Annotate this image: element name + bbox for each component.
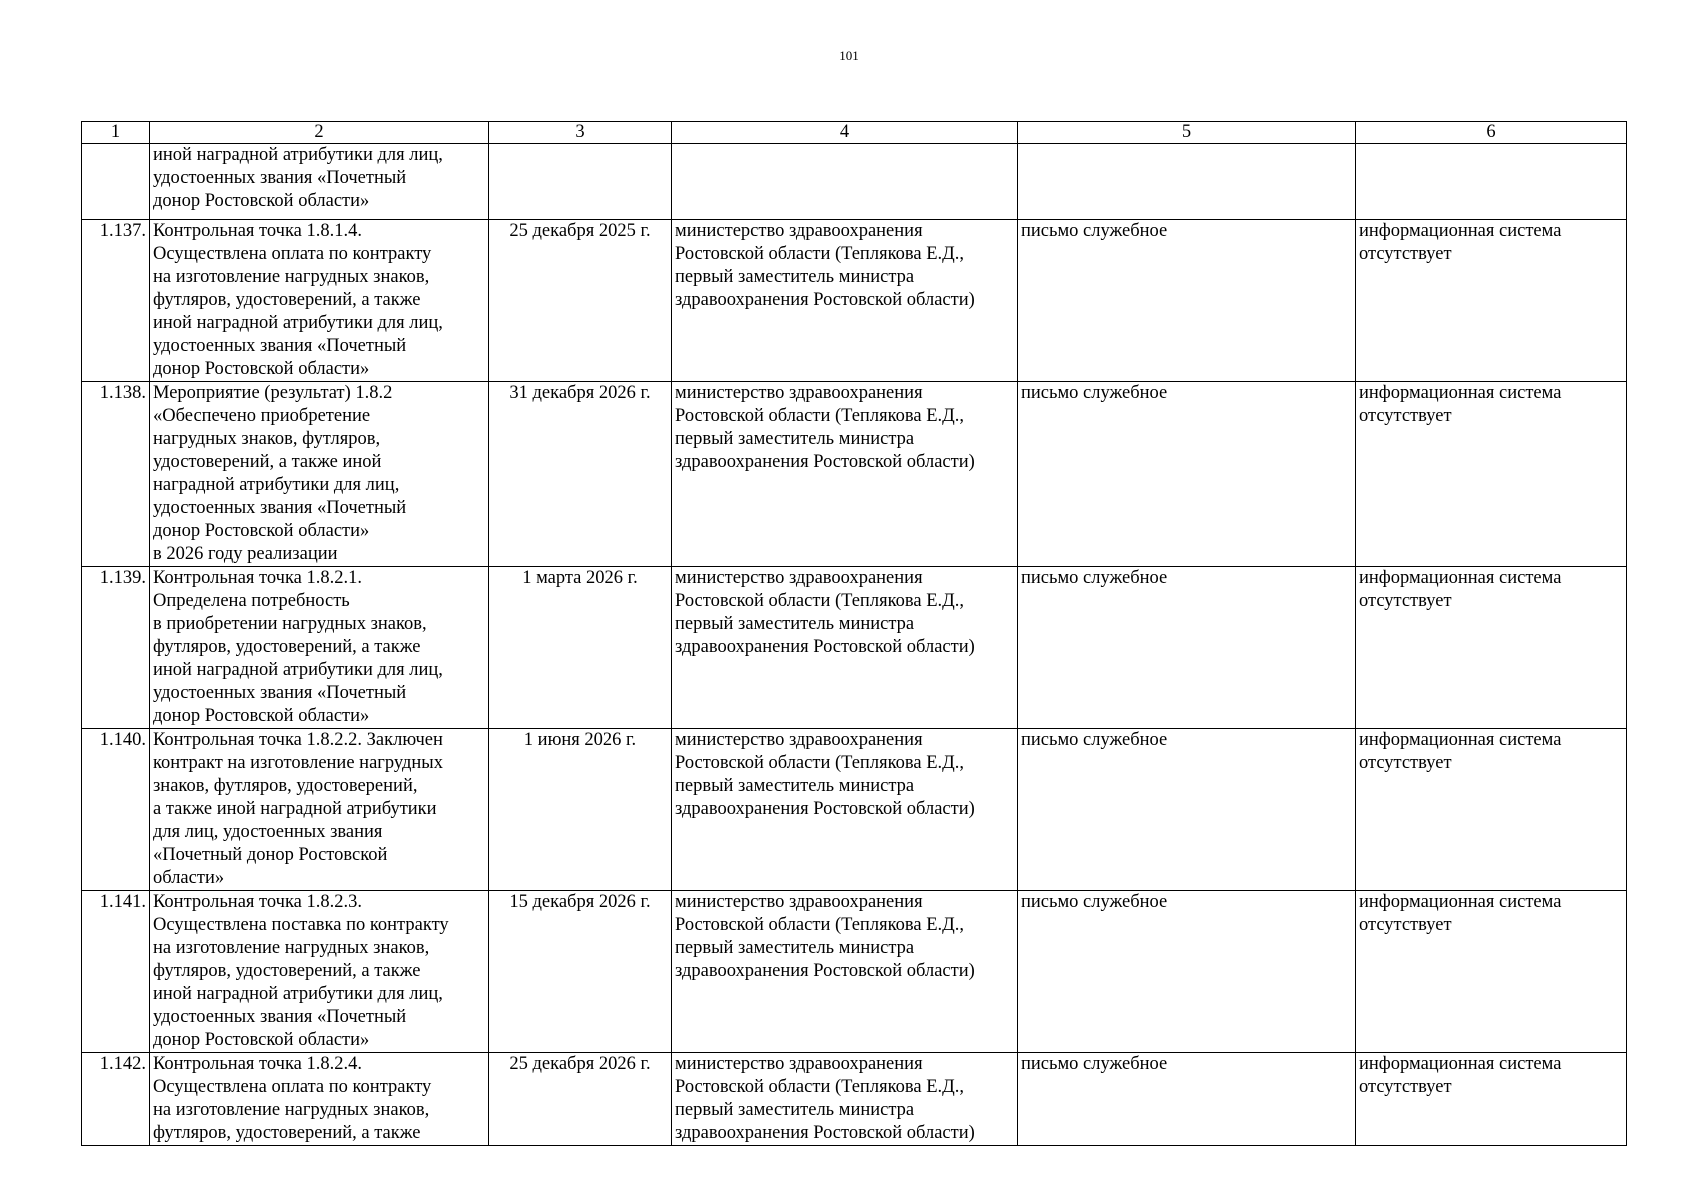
column-header: 1 [82, 122, 150, 144]
table-row [82, 382, 1627, 567]
row-number-cell: 1.139. [82, 567, 150, 729]
deadline-cell: 25 декабря 2026 г. [489, 1053, 672, 1146]
responsible-cell: министерство здравоохранения Ростовской области (Теплякова Е.Д., первый заместитель министра здравоохранения Ростовской области) [672, 567, 1018, 729]
column-header: 2 [150, 122, 489, 144]
responsible-cell: министерство здравоохранения Ростовской области (Теплякова Е.Д., первый заместитель министра здравоохранения Ростовской области) [672, 891, 1018, 1053]
table-row [82, 220, 1627, 382]
deadline-cell: 31 декабря 2026 г. [489, 382, 672, 567]
column-header: 6 [1356, 122, 1627, 144]
column-header: 3 [489, 122, 672, 144]
info-system-cell: информационная система отсутствует [1356, 382, 1627, 567]
document-type-cell: письмо служебное [1018, 567, 1356, 729]
info-system-cell: информационная система отсутствует [1356, 1053, 1627, 1146]
row-number-cell [82, 144, 150, 220]
info-system-cell: информационная система отсутствует [1356, 567, 1627, 729]
document-type-cell: письмо служебное [1018, 1053, 1356, 1146]
document-type-cell: письмо служебное [1018, 891, 1356, 1053]
responsible-cell: министерство здравоохранения Ростовской области (Теплякова Е.Д., первый заместитель министра здравоохранения Ростовской области) [672, 220, 1018, 382]
event-name-cell: Контрольная точка 1.8.1.4. Осуществлена оплата по контракту на изготовление нагрудных знаков, футляров, удостоверений, а также иной наградной атрибутики для лиц, удостоенных звания «Почетный донор Ростовской области» [150, 220, 489, 382]
table-row [82, 891, 1627, 1053]
column-header: 5 [1018, 122, 1356, 144]
deadline-cell: 1 марта 2026 г. [489, 567, 672, 729]
info-system-cell: информационная система отсутствует [1356, 220, 1627, 382]
event-name-cell: Контрольная точка 1.8.2.2. Заключен контракт на изготовление нагрудных знаков, футляров, удостоверений, а также иной наградной атрибутики для лиц, удостоенных звания «Почетный донор Ростовской области» [150, 729, 489, 891]
responsible-cell [672, 144, 1018, 220]
info-system-cell [1356, 144, 1627, 220]
row-number-cell: 1.141. [82, 891, 150, 1053]
deadline-cell [489, 144, 672, 220]
table-row [82, 144, 1627, 220]
table-row [82, 1053, 1627, 1146]
document-type-cell [1018, 144, 1356, 220]
row-number-cell: 1.137. [82, 220, 150, 382]
table-row [82, 729, 1627, 891]
table-row [82, 567, 1627, 729]
row-number-cell: 1.138. [82, 382, 150, 567]
responsible-cell: министерство здравоохранения Ростовской области (Теплякова Е.Д., первый заместитель министра здравоохранения Ростовской области) [672, 1053, 1018, 1146]
event-name-cell: Контрольная точка 1.8.2.4. Осуществлена оплата по контракту на изготовление нагрудных знаков, футляров, удостоверений, а также [150, 1053, 489, 1146]
info-system-cell: информационная система отсутствует [1356, 729, 1627, 891]
page-number: 101 [839, 48, 859, 63]
event-name-cell: Контрольная точка 1.8.2.3. Осуществлена поставка по контракту на изготовление нагрудных знаков, футляров, удостоверений, а также иной наградной атрибутики для лиц, удостоенных звания «Почетный донор Ростовской области» [150, 891, 489, 1053]
column-number-row [82, 122, 1627, 144]
deadline-cell: 25 декабря 2025 г. [489, 220, 672, 382]
info-system-cell: информационная система отсутствует [1356, 891, 1627, 1053]
control-points-table [81, 121, 1627, 1146]
document-type-cell: письмо служебное [1018, 729, 1356, 891]
deadline-cell: 15 декабря 2026 г. [489, 891, 672, 1053]
event-name-cell: иной наградной атрибутики для лиц, удостоенных звания «Почетный донор Ростовской области» [150, 144, 489, 220]
document-type-cell: письмо служебное [1018, 220, 1356, 382]
deadline-cell: 1 июня 2026 г. [489, 729, 672, 891]
row-number-cell: 1.140. [82, 729, 150, 891]
column-header: 4 [672, 122, 1018, 144]
event-name-cell: Мероприятие (результат) 1.8.2 «Обеспечено приобретение нагрудных знаков, футляров, удостоверений, а также иной наградной атрибутики для лиц, удостоенных звания «Почетный донор Ростовской области» в 2026 году реализации [150, 382, 489, 567]
responsible-cell: министерство здравоохранения Ростовской области (Теплякова Е.Д., первый заместитель министра здравоохранения Ростовской области) [672, 382, 1018, 567]
row-number-cell: 1.142. [82, 1053, 150, 1146]
document-type-cell: письмо служебное [1018, 382, 1356, 567]
responsible-cell: министерство здравоохранения Ростовской области (Теплякова Е.Д., первый заместитель министра здравоохранения Ростовской области) [672, 729, 1018, 891]
event-name-cell: Контрольная точка 1.8.2.1. Определена потребность в приобретении нагрудных знаков, футляров, удостоверений, а также иной наградной атрибутики для лиц, удостоенных звания «Почетный донор Ростовской области» [150, 567, 489, 729]
